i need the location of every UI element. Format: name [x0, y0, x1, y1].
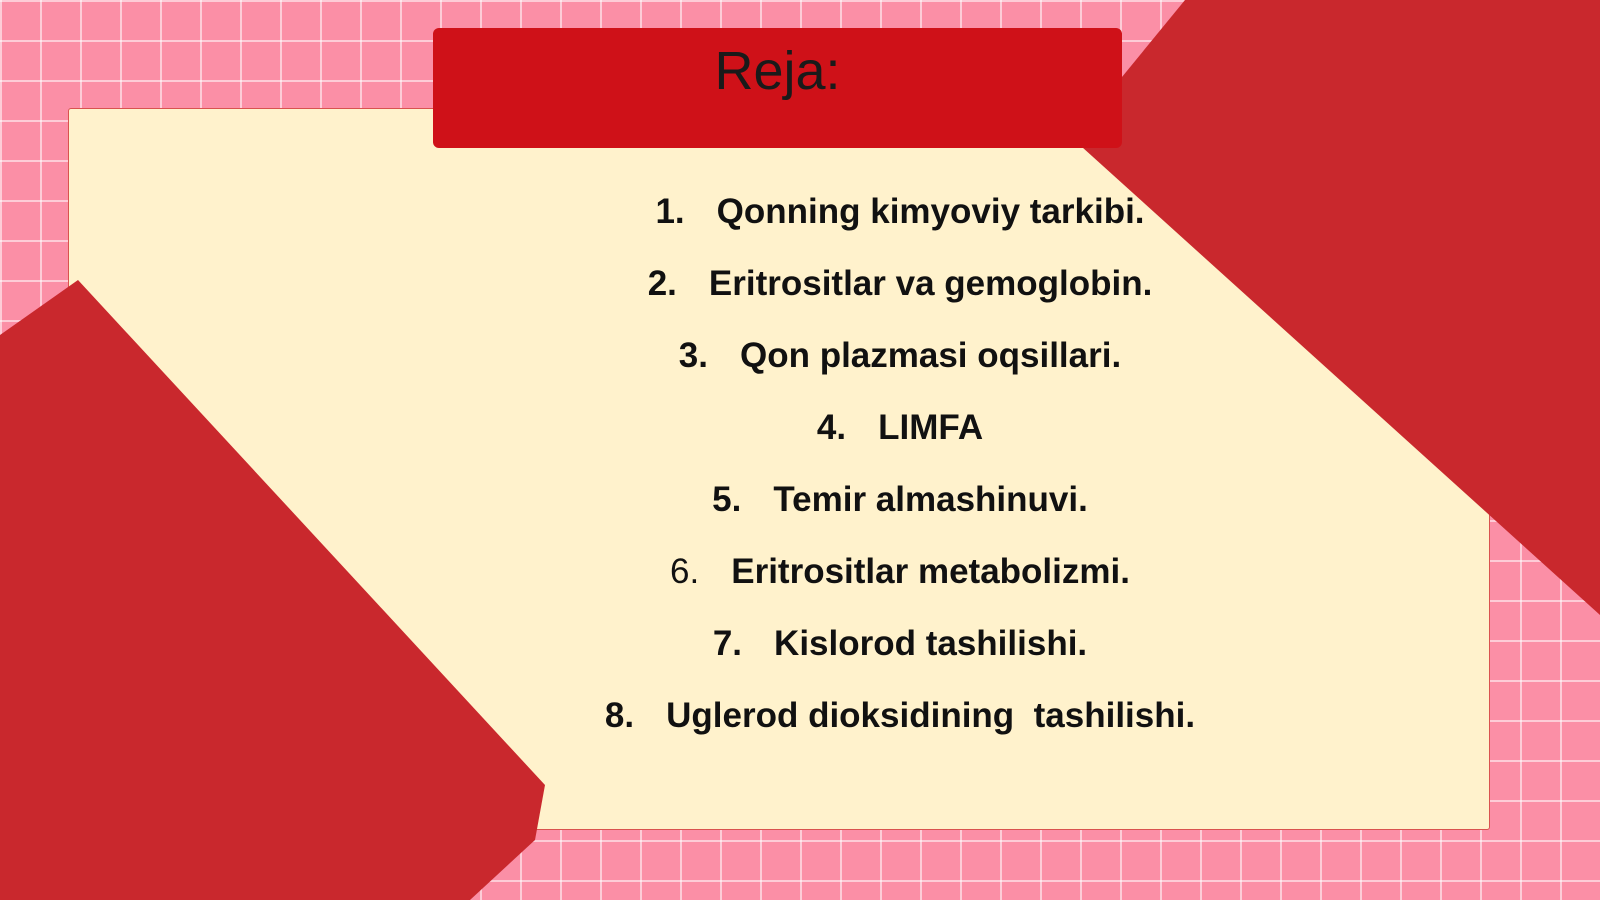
list-item-number: 4.: [816, 408, 847, 447]
list-item: [400, 398, 1400, 470]
list-item-number: 1.: [655, 192, 685, 231]
list-item-text: Qonning kimyoviy tarkibi.: [716, 192, 1145, 231]
title-banner: [433, 28, 1122, 148]
plan-list: [400, 182, 1400, 758]
list-item-number: 6.: [670, 552, 700, 591]
list-item-number: 8.: [604, 696, 635, 735]
list-item-number: 7.: [712, 624, 743, 663]
list-item-text: Kislorod tashilishi.: [774, 624, 1088, 663]
list-item-number: 2.: [647, 264, 677, 303]
list-item: [400, 182, 1400, 254]
page-title: Reja:: [714, 41, 841, 101]
list-item-text: Eritrositlar va gemoglobin.: [708, 264, 1153, 303]
list-item-number: 5.: [712, 480, 742, 519]
list-item: [400, 686, 1400, 758]
list-item: [400, 254, 1400, 326]
list-item-number: 3.: [678, 336, 708, 375]
list-item: [400, 614, 1400, 686]
list-item: [400, 470, 1400, 542]
list-item: [400, 542, 1400, 614]
list-item-text: LIMFA: [878, 408, 984, 447]
list-item: [400, 326, 1400, 398]
list-item-text: Qon plazmasi oqsillari.: [739, 336, 1122, 375]
list-item-text: Uglerod dioksidining tashilishi.: [666, 696, 1196, 735]
list-item-text: Eritrositlar metabolizmi.: [731, 552, 1130, 591]
list-item-text: Temir almashinuvi.: [773, 480, 1088, 519]
